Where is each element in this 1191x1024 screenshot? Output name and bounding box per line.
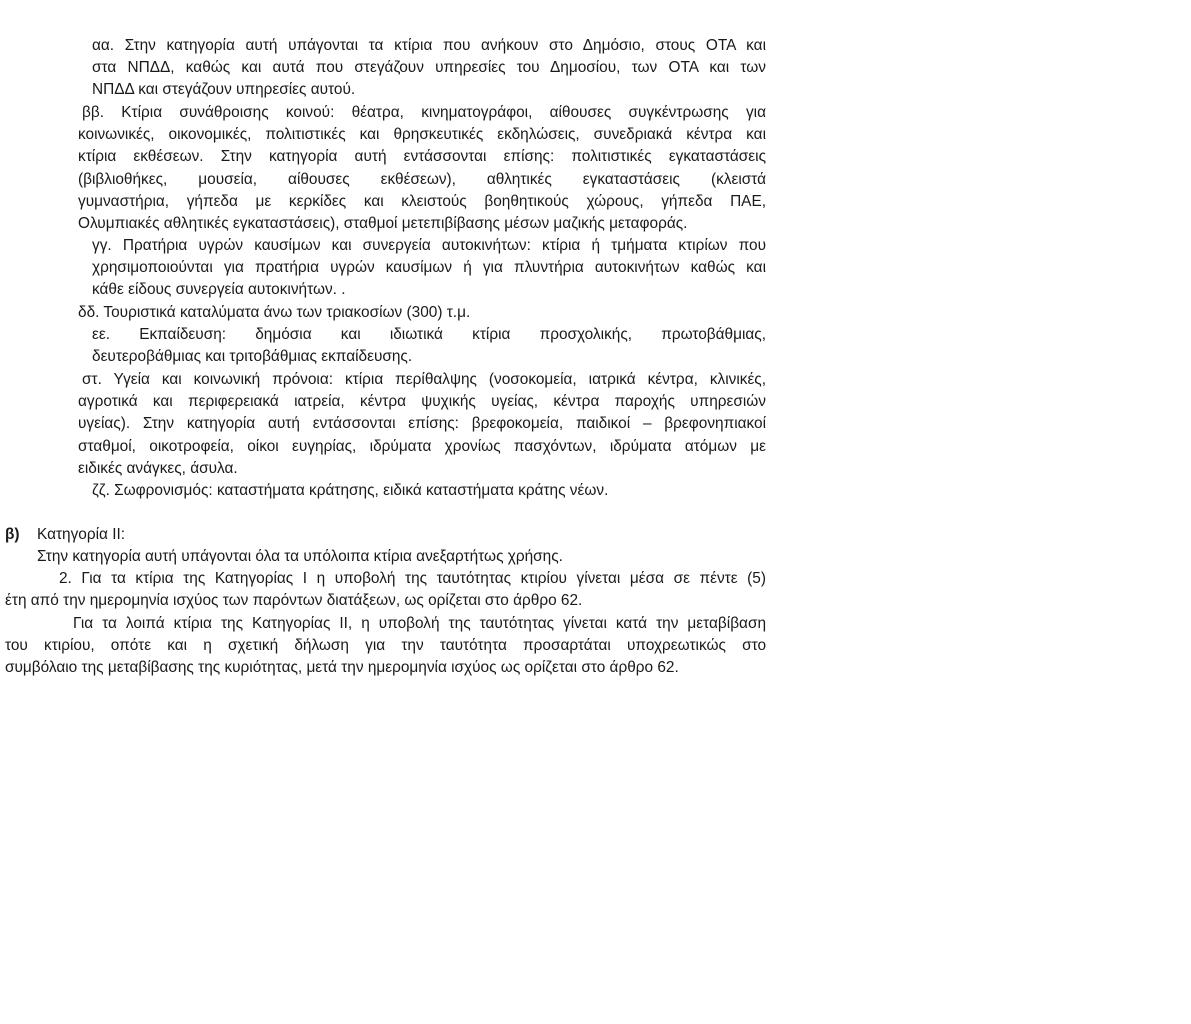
text-line: (βιβλιοθήκες, μουσεία, αίθουσες εκθέσεων), αθλητικές εγκαταστάσεις (κλειστά <box>78 170 766 188</box>
text-line: συμβόλαιο της μεταβίβασης της κυριότητας, μετά την ημερομηνία ισχύος ως ορίζεται στο άρθρο 62. <box>5 659 679 677</box>
text-line: γυμναστήρια, γήπεδα με κερκίδες και κλειστούς βοηθητικούς χώρους, γήπεδα ΠΑΕ, <box>78 192 766 210</box>
text-line: Για τα λοιπά κτίρια της Κατηγορίας ΙΙ, η υποβολή της ταυτότητας γίνεται κατά την μεταβίβαση <box>73 615 766 632</box>
text-line: αα. Στην κατηγορία αυτή υπάγονται τα κτίρια που ανήκουν στο Δημόσιο, στους ΟΤΑ και <box>92 37 766 54</box>
text-line: του κτιρίου, οπότε και η σχετική δήλωση για την ταυτότητα προσαρτάται υποχρεωτικώς στο <box>5 637 766 655</box>
text-line: στ. Υγεία και κοινωνική πρόνοια: κτίρια περίθαλψης (νοσοκομεία, ιατρικά κέντρα, κλινικές, <box>82 371 766 388</box>
item-aa-paragraph <box>92 35 766 102</box>
text-line: δδ. Τουριστικά καταλύματα άνω των τριακοσίων (300) τ.μ. <box>78 304 471 321</box>
text-line: Ολυμπιακές αθλητικές εγκαταστάσεις), σταθμοί μετεπιβίβασης μέσων μαζικής μεταφοράς. <box>78 215 688 233</box>
text-line: χρησιμοποιούνται για πρατήρια υγρών καυσίμων ή για πλυντήρια αυτοκινήτων καθώς και <box>92 259 766 277</box>
item-bb-paragraph <box>78 102 766 235</box>
text-line: σταθμοί, οικοτροφεία, οίκοι ευγηρίας, ιδρύματα χρονίως πασχόντων, ιδρύματα ατόμων με <box>78 437 766 455</box>
section-b-text: Στην κατηγορία αυτή υπάγονται όλα τα υπόλοιπα κτίρια ανεξαρτήτως χρήσης. <box>37 548 563 565</box>
text-line: ΝΠΔΔ και στεγάζουν υπηρεσίες αυτού. <box>92 81 356 99</box>
text-line: ββ. Κτίρια συνάθροισης κοινού: θέατρα, κινηματογράφοι, αίθουσες συγκέντρωσης για <box>82 104 766 121</box>
item-st-paragraph <box>78 369 766 480</box>
paragraph-3 <box>5 613 766 680</box>
text-line: κτίρια εκθέσεων. Στην κατηγορία αυτή εντάσσονται επίσης: πολιτιστικές εγκαταστάσεις <box>78 148 766 166</box>
text-line: αγροτικά και περιφερειακά ιατρεία, κέντρα ψυχικής υγείας, κέντρα παροχής υπηρεσιών <box>78 393 766 411</box>
text-line: υγείας). Στην κατηγορία αυτή εντάσσονται επίσης: βρεφοκομεία, παιδικοί – βρεφονηπιακοί <box>78 415 766 433</box>
text-line: ειδικές ανάγκες, άσυλα. <box>78 459 238 477</box>
item-gg-paragraph <box>92 235 766 302</box>
section-b-heading: Κατηγορία ΙΙ: <box>37 526 126 543</box>
text-line: στα ΝΠΔΔ, καθώς και αυτά που στεγάζουν υπηρεσίες του Δημοσίου, των ΟΤΑ και των <box>92 59 766 77</box>
section-b-marker: β) <box>5 526 20 543</box>
text-line: κάθε είδους συνεργεία αυτοκινήτων. . <box>92 281 346 299</box>
item-dd-paragraph <box>78 302 766 324</box>
text-line: γγ. Πρατήρια υγρών καυσίμων και συνεργεία αυτοκινήτων: κτίρια ή τμήματα κτιρίων που <box>92 237 766 254</box>
text-line: ζζ. Σωφρονισμός: καταστήματα κράτησης, ειδικά καταστήματα κράτης νέων. <box>92 482 609 499</box>
text-line: εε. Εκπαίδευση: δημόσια και ιδιωτικά κτίρια προσχολικής, πρωτοβάθμιας, <box>92 326 766 343</box>
text-line: 2. Για τα κτίρια της Κατηγορίας Ι η υποβολή της ταυτότητας κτιρίου γίνεται μέσα σε πέντε (5) <box>59 570 766 587</box>
text-line: έτη από την ημερομηνία ισχύος των παρόντων διατάξεων, ως ορίζεται στο άρθρο 62. <box>5 592 583 610</box>
text-line: δευτεροβάθμιας και τριτοβάθμιας εκπαίδευσης. <box>92 348 413 366</box>
text-line: κοινωνικές, οικονομικές, πολιτιστικές και θρησκευτικές εκδηλώσεις, συνεδριακά κέντρα και <box>78 126 766 144</box>
item-zz-paragraph <box>92 480 766 502</box>
item-ee-paragraph <box>92 324 766 368</box>
paragraph-2 <box>5 568 766 612</box>
